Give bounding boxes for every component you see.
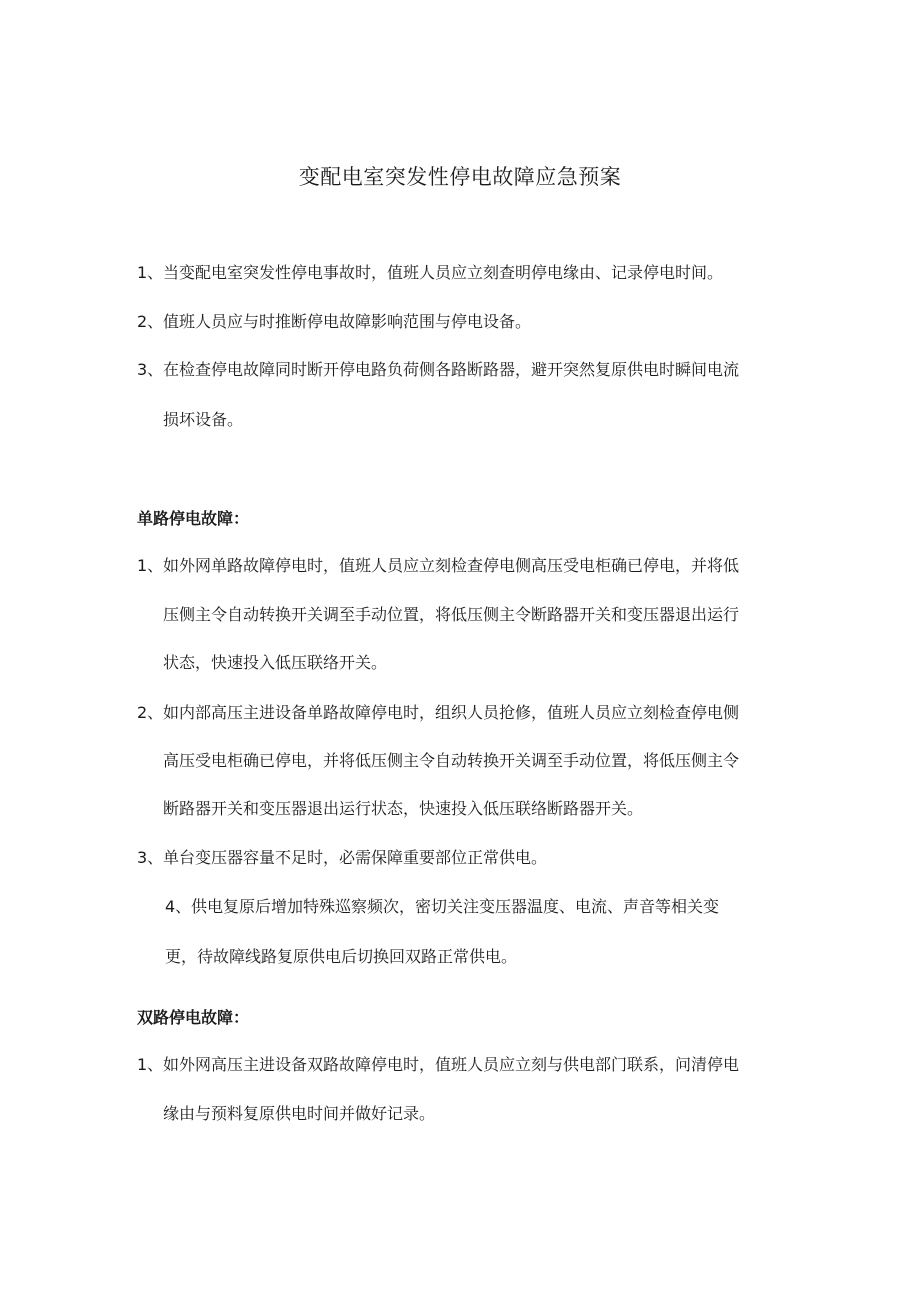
item-text: 当变配电室突发性停电事故时，值班人员应立刻查明停电缘由、记录停电时间。 bbox=[163, 263, 724, 282]
section-heading-double: 双路停电故障： bbox=[137, 1008, 250, 1027]
double-item-1 bbox=[137, 1054, 739, 1076]
general-item-2 bbox=[137, 311, 531, 333]
single-item-4-line-2: 更，待故障线路复原供电后切换回双路正常供电。 bbox=[165, 947, 518, 966]
single-item-1-line-3: 状态，快速投入低压联络开关。 bbox=[163, 653, 388, 672]
item-number: 2、 bbox=[137, 312, 164, 331]
item-text: 如外网单路故障停电时，值班人员应立刻检查停电侧高压受电柜确已停电，并将低 bbox=[163, 556, 740, 575]
double-item-1-line-2: 缘由与预料复原供电时间并做好记录。 bbox=[163, 1104, 436, 1123]
general-item-3 bbox=[137, 359, 739, 381]
item-text: 如外网高压主进设备双路故障停电时，值班人员应立刻与供电部门联系，问清停电 bbox=[163, 1055, 740, 1074]
item-number: 4、 bbox=[165, 897, 192, 916]
single-item-2-line-3: 断路器开关和变压器退出运行状态，快速投入低压联络断路器开关。 bbox=[163, 799, 644, 818]
general-item-3-continuation: 损坏设备。 bbox=[163, 410, 244, 429]
item-number: 3、 bbox=[137, 848, 164, 867]
item-number: 3、 bbox=[137, 360, 164, 379]
item-number: 1、 bbox=[137, 556, 164, 575]
item-text: 如内部高压主进设备单路故障停电时，组织人员抢修，值班人员应立刻检查停电侧 bbox=[163, 703, 740, 722]
general-item-1 bbox=[137, 262, 723, 284]
item-text: 供电复原后增加特殊巡察频次，密切关注变压器温度、电流、声音等相关变 bbox=[191, 897, 720, 916]
single-item-2 bbox=[137, 702, 739, 724]
item-number: 1、 bbox=[137, 263, 164, 282]
single-item-4 bbox=[165, 896, 719, 918]
item-number: 2、 bbox=[137, 703, 164, 722]
single-item-2-line-2: 高压受电柜确已停电，并将低压侧主令自动转换开关调至手动位置，将低压侧主令 bbox=[163, 751, 740, 770]
document-title: 变配电室突发性停电故障应急预案 bbox=[298, 165, 622, 189]
item-text: 单台变压器容量不足时，必需保障重要部位正常供电。 bbox=[163, 848, 548, 867]
single-item-1 bbox=[137, 555, 739, 577]
item-text: 在检查停电故障同时断开停电路负荷侧各路断路器，避开突然复原供电时瞬间电流 bbox=[163, 360, 740, 379]
single-item-1-line-2: 压侧主令自动转换开关调至手动位置，将低压侧主令断路器开关和变压器退出运行 bbox=[163, 605, 740, 624]
item-number: 1、 bbox=[137, 1055, 164, 1074]
single-item-3 bbox=[137, 847, 547, 869]
item-text: 值班人员应与时推断停电故障影响范围与停电设备。 bbox=[163, 312, 532, 331]
section-heading-single: 单路停电故障： bbox=[137, 509, 250, 528]
